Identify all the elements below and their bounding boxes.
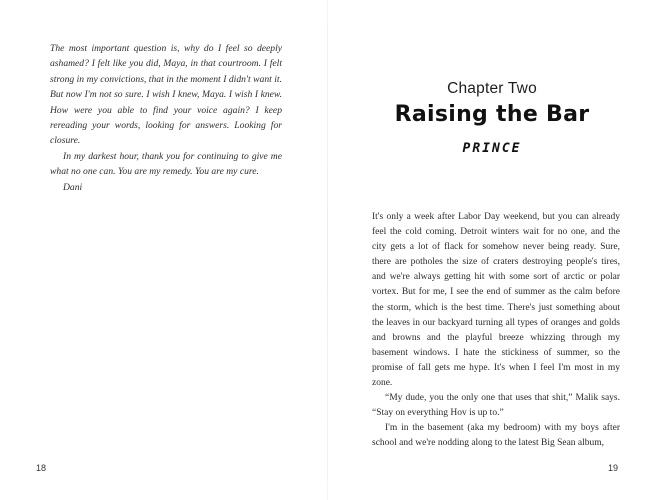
letter-paragraph-2: In my darkest hour, thank you for continuing to give me what no one can. You are my remedy. You are my cure.	[50, 150, 282, 178]
letter-signature: Dani	[63, 181, 83, 193]
letter-text	[50, 41, 282, 195]
letter-paragraph-1: The most important question is, why do I feel so deeply ashamed? I felt like you did, Maya, in that courtroom. I felt strong in my convictions, that in the moment I didn't want it. But now I'm not so sure. I wish I knew, Maya. I wish I knew. How were you able to find your voice again? I keep rereading your words, looking for answers. Looking for closure.	[50, 43, 282, 147]
narrator-label: PRINCE	[462, 141, 522, 156]
right-page	[328, 0, 656, 500]
chapter-number: Chapter Two	[447, 80, 537, 97]
chapter-body	[372, 210, 620, 452]
chapter-title: Raising the Bar	[394, 102, 590, 127]
body-paragraph-1: It's only a week after Labor Day weekend, but you can already feel the cold coming. Detroit winters wait for no one, and the city gets a lot of flack for somehow never being ready. Sure, there are potholes the size of craters destroying people's tires, and we're always getting hit with some sort of arctic or polar vortex. But for me, I see the end of summer as the calm before the storm, which is the best time. There's just something about the leaves in our backyard turning all types of oranges and golds and browns and the playful breeze whizzing through my basement windows. I hate the stickiness of summer, so the promise of fall gets me hype. It's when I feel I'm most in my zone.	[372, 212, 620, 389]
page-number-right: 19	[608, 463, 619, 473]
body-paragraph-2: “My dude, you the only one that uses that shit,” Malik says. “Stay on everything Hov is up to.”	[372, 393, 620, 419]
page-number-left: 18	[36, 463, 47, 473]
body-paragraph-3: I'm in the basement (aka my bedroom) with my boys after school and we're nodding along to the latest Big Sean album,	[372, 423, 620, 449]
